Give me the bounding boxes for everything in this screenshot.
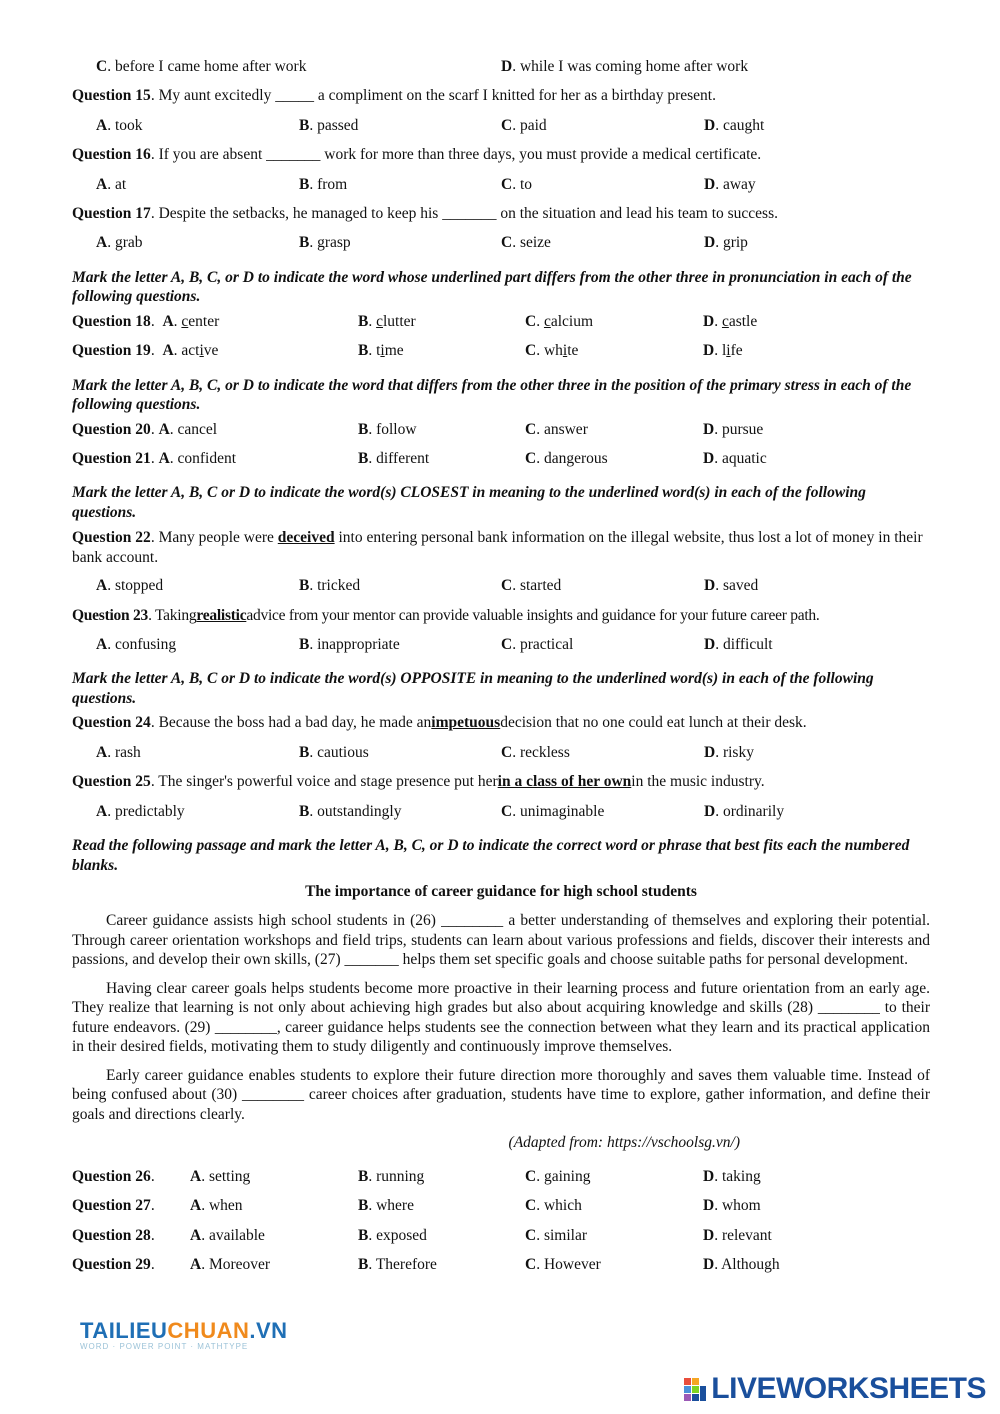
q21-option-d[interactable]: D. aquatic — [703, 449, 767, 467]
q15-option-b[interactable]: B. passed — [299, 116, 359, 134]
q15-option-d[interactable]: D. caught — [704, 116, 765, 134]
q29-label: Question 29. — [72, 1256, 155, 1274]
q16-option-b[interactable]: B. from — [299, 175, 348, 193]
q22-option-c[interactable]: C. started — [501, 577, 562, 595]
instruction-stress: Mark the letter A, B, C, or D to indicate the word that differs from the other three in the position of the primary stress in each of the following questions. — [72, 376, 912, 414]
q17-option-c[interactable]: C. seize — [501, 234, 551, 252]
q27-option-d[interactable]: D. whom — [703, 1197, 761, 1215]
q15-option-c[interactable]: C. paid — [501, 116, 547, 134]
q24-option-c[interactable]: C. reckless — [501, 743, 570, 761]
q19-option-d[interactable]: D. life — [703, 342, 743, 360]
q22-option-d[interactable]: D. saved — [704, 577, 759, 595]
q22-option-a[interactable]: A. stopped — [96, 577, 164, 595]
q29-option-a[interactable]: A. Moreover — [190, 1256, 271, 1274]
q18-option-c[interactable]: C. calcium — [525, 312, 594, 330]
q17-option-d[interactable]: D. grip — [704, 234, 748, 252]
q28-label: Question 28. — [72, 1226, 155, 1244]
q27-option-c[interactable]: C. which — [525, 1197, 582, 1215]
q19-option-b[interactable]: B. time — [358, 342, 404, 360]
q21-row — [72, 450, 930, 479]
q25-options — [72, 803, 930, 832]
q28-option-c[interactable]: C. similar — [525, 1226, 588, 1244]
q16-option-d[interactable]: D. away — [704, 175, 756, 193]
q24-stem: Question 24 . Because the boss had a bad day, he made an impetuous decision that no one could eat lunch at their desk. — [72, 714, 807, 732]
instruction-pronunciation: Mark the letter A, B, C, or D to indicate the word whose underlined part differs from the other three in pronunciation in each of the following questions. — [72, 268, 912, 306]
q24-options — [72, 744, 930, 773]
q16-options — [72, 176, 930, 205]
passage-paragraph-2: Having clear career goals helps students become more proactive in their learning process and future orientation from an early age. They realize that learning is not only about achieving high grades but also about acquiring knowledge and skills (28) ________ to their future endeavors. (29) ________, career guidance helps students see the connection between what they learn and its practical application in their desired fields, motivating them to study diligently and continuously improve themselves. — [72, 979, 930, 1056]
q23-options — [72, 636, 930, 665]
tailieuchuan-logo[interactable]: TAILIEUCHUAN.VN WORD · POWER POINT · MATHTYPE — [80, 1318, 288, 1351]
instruction-opposite: Mark the letter A, B, C or D to indicate the word(s) OPPOSITE in meaning to the underlined word(s) in each of the following questions. — [72, 670, 874, 707]
q21-option-a[interactable]: Question 21. A. confident — [72, 449, 237, 467]
q17-option-a[interactable]: A. grab — [96, 234, 143, 252]
q26-option-d[interactable]: D. taking — [703, 1168, 761, 1186]
q14-options-tail — [72, 58, 930, 87]
liveworksheets-wordmark: LIVEWORKSHEETS — [711, 1372, 986, 1405]
q19-row — [72, 342, 930, 371]
q24-option-d[interactable]: D. risky — [704, 743, 754, 761]
passage-paragraph-3: Early career guidance enables students to explore their future direction more thoroughly and saves them valuable time. Instead of being confused about (30) ________ career choices after graduation, students have time to explore, gather information, and define their goals and directions clearly. — [72, 1066, 930, 1123]
q29-option-b[interactable]: B. Therefore — [358, 1256, 437, 1274]
q22-option-b[interactable]: B. tricked — [299, 577, 361, 595]
q26-option-a[interactable]: A. setting — [190, 1168, 251, 1186]
q27-label: Question 27. — [72, 1197, 155, 1215]
q28-option-b[interactable]: B. exposed — [358, 1226, 427, 1244]
q20-option-c[interactable]: C. answer — [525, 420, 588, 438]
passage-paragraph-1: Career guidance assists high school students in (26) ________ a better understanding of themselves and exploring their potential. Through career orientation workshops and field trips, students can learn about various professions and fields, discover their interests and passions, and develop their own skills, (27) _______ helps them set specific goals and choose suitable paths for personal development. — [72, 912, 930, 969]
q18-option-b[interactable]: B. clutter — [358, 312, 416, 330]
q20-option-b[interactable]: B. follow — [358, 420, 417, 438]
q21-option-b[interactable]: B. different — [358, 449, 430, 467]
worksheet-page — [72, 58, 930, 1286]
q18-option-d[interactable]: D. castle — [703, 312, 758, 330]
q25-option-b[interactable]: B. outstandingly — [299, 802, 402, 820]
q14-option-c[interactable]: C. before I came home after work — [96, 58, 307, 75]
q19-option-a[interactable]: Question 19. A. active — [72, 342, 219, 360]
q25-option-d[interactable]: D. ordinarily — [704, 802, 785, 820]
q20-row — [72, 421, 930, 450]
q27-row — [72, 1197, 930, 1226]
q25-option-a[interactable]: A. predictably — [96, 802, 185, 820]
q23-stem: Question 23 . Taking realistic advice from your mentor can provide valuable insights and guidance for your future career path. — [72, 606, 820, 624]
q24-option-a[interactable]: A. rash — [96, 743, 141, 761]
q16-option-a[interactable]: A. at — [96, 175, 127, 193]
passage-source: (Adapted from: https://vschoolsg.vn/) — [508, 1134, 740, 1152]
q17-stem: Question 17 . Despite the setbacks, he managed to keep his _______ on the situation and lead his team to success. — [72, 204, 778, 222]
liveworksheets-logo[interactable] — [683, 1372, 986, 1406]
passage-title: The importance of career guidance for high school students — [305, 883, 697, 901]
q18-row — [72, 313, 930, 342]
q15-options — [72, 117, 930, 146]
q28-option-d[interactable]: D. relevant — [703, 1226, 772, 1244]
q14-option-d[interactable]: D. while I was coming home after work — [501, 58, 749, 75]
liveworksheets-cube-icon — [683, 1376, 707, 1402]
q28-row — [72, 1227, 930, 1256]
q23-option-b[interactable]: B. inappropriate — [299, 636, 400, 654]
q25-option-c[interactable]: C. unimaginable — [501, 802, 605, 820]
q17-option-b[interactable]: B. grasp — [299, 234, 351, 252]
q20-option-a[interactable]: Question 20. A. cancel — [72, 420, 218, 438]
q23-option-c[interactable]: C. practical — [501, 636, 574, 654]
q22-stem: Question 22. Many people were deceived into entering personal bank information on the illegal website, thus lost a lot of money in their bank account. — [72, 529, 923, 566]
q16-stem: Question 16 . If you are absent _______ work for more than three days, you must provide a medical certificate. — [72, 146, 762, 164]
q29-option-c[interactable]: C. However — [525, 1256, 601, 1274]
q27-option-a[interactable]: A. when — [190, 1197, 243, 1215]
q24-option-b[interactable]: B. cautious — [299, 743, 369, 761]
q23-option-a[interactable]: A. confusing — [96, 636, 177, 654]
instruction-closest: Mark the letter A, B, C or D to indicate the word(s) CLOSEST in meaning to the underlined word(s) in each of the following questions. — [72, 484, 866, 521]
q22-options — [72, 577, 930, 606]
q27-option-b[interactable]: B. where — [358, 1197, 414, 1215]
q29-option-d[interactable]: D. Although — [703, 1256, 780, 1274]
q26-row — [72, 1168, 930, 1197]
q23-option-d[interactable]: D. difficult — [704, 636, 773, 654]
q16-option-c[interactable]: C. to — [501, 175, 533, 193]
q15-option-a[interactable]: A. took — [96, 116, 143, 134]
q15-stem: Question 15 . My aunt excitedly _____ a compliment on the scarf I knitted for her as a birthday present. — [72, 87, 716, 105]
q29-row — [72, 1256, 930, 1285]
q21-option-c[interactable]: C. dangerous — [525, 449, 608, 467]
q26-option-b[interactable]: B. running — [358, 1168, 425, 1186]
q25-stem: Question 25 . The singer's powerful voice and stage presence put her in a class of her own in the music industry. — [72, 773, 765, 791]
q17-options — [72, 234, 930, 263]
instruction-passage: Read the following passage and mark the letter A, B, C, or D to indicate the correct word or phrase that best fits each the numbered blanks. — [72, 837, 910, 874]
q26-label: Question 26. — [72, 1168, 155, 1186]
q28-option-a[interactable]: A. available — [190, 1226, 265, 1244]
q18-option-a[interactable]: Question 18. A. center — [72, 312, 220, 330]
q19-option-c[interactable]: C. white — [525, 342, 579, 360]
q20-option-d[interactable]: D. pursue — [703, 420, 764, 438]
q26-option-c[interactable]: C. gaining — [525, 1168, 591, 1186]
